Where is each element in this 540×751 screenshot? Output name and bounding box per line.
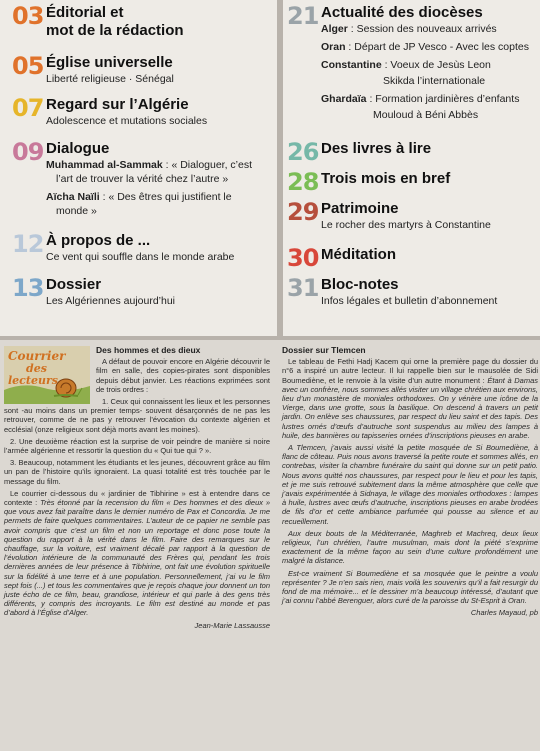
letter-paragraph-1: Le tableau de Fethi Hadj Kacem qui orne la première page du dossier du n°6 a inspiré un autre lecteur. Il lui rappelle bien sur le mausolée de Sidi Boumediène, et le renvoie à la visite d’un autre monument : Étant à Damas avec un confrère, nous sommes allés visiter un village chrétien aux environs, lieu d’un monastère de moniales orthodoxes. On y vénère une icône de la Vierge, dans une grotte, sous la basilique. On descend à travers un petit jardin. On enlève ses chaussures, par respect du lieu saint et des tapis. Des lustres ornés d’œufs d’autruche sont suspendus au milieu des lampes à huile, des bannières ou tapisseries ornées d’inscriptions pieuses en arabe. [282,357,538,440]
toc-entry-livres[interactable] [287,140,536,170]
toc-entry-editorial[interactable] [12,4,271,54]
toc-entry-title: Dossier [46,276,102,293]
page-number: 07 [12,94,44,122]
toc-entry-dialogue[interactable] [12,140,271,232]
page-number: 21 [287,2,319,30]
toc-entry-subtitle: Liberté religieuse · Sénégal [46,73,174,85]
toc-entry-subtitle: Ce vent qui souffle dans le monde arabe [46,251,235,263]
page-number: 28 [287,168,319,196]
toc-entry-title: Église universelle [46,54,173,71]
letter-context: Le courrier ci-dessous du « jardinier de Tibhirine » est à entendre dans ce contexte : Très étonné par la recension du film « Des hommes et des dieux » que vous avez fait paraître dans le dernier numéro de Pax et Concordia. Je me permets de faire quelques commentaires. L’auteur de ce papier ne semble pas avoir compris que c’est un film et non un reportage et donc pose toute la question du rapport à la vérité dans le film. Faire des remarques sur le chauffage, sur la voiture, est vraiment décalé par rapport à la question de l’évolution intérieure de la communauté des Frères qui, pendant les trois dernières années de leur présence à Tibhirine, ont fait une évolution spirituelle sur la fidélité à une terre et à une population. Personnellement, j’ai vu le film sept fois (...) et tous les commentaires que je reçois chaque jour donnent un ton juste écho de ce film, beau, grandiose, intérieur et qui parle à des gens très différents, y compris des incroyants. Le film est destiné au monde et pas d’abord à l’Église d’Alger. [4,488,271,618]
letter-point-1: 1. Ceux qui connaissent les lieux et les personnes sont -au moins dans un premier temps- souvent désarçonnés de ne pas les retrouver, comme de ne pas y retrouver l’évocation du contexte algérien et ecclésial (onze religieux sont déjà morts avant les moines). [4,397,270,434]
toc-right-column [283,0,540,336]
toc-entry-title: Éditorial et [46,4,124,21]
letter-heading: Dossier sur Tlemcen [282,345,366,355]
page-number: 26 [287,138,319,166]
letter-paragraph-3: Aux deux bouts de la Méditerranée, Maghreb et Machreq, deux lieux religieux, l’un chrétien, l’autre musulman, mais dont la piété s’exprime exactement de la même façon au sein d’une culture profondément une malgré la distance. [282,528,538,566]
letter-heading: Des hommes et des dieux [96,345,201,355]
page-number: 09 [12,138,44,166]
letter-point-2: 2. Une deuxième réaction est la surprise de voir peindre de manière si noire l’armée algérienne et ressortir la question du « Qui tue qui ? ». [4,436,270,456]
letter-dossier-tlemcen [282,346,538,618]
toc-entry-meditation[interactable] [287,246,536,276]
svg-text:des: des [26,362,47,375]
toc-entry-a-propos[interactable] [12,232,271,276]
diocese-oran: Oran : Départ de JP Vesco - Avec les coptes [321,41,529,53]
page-number: 30 [287,244,319,272]
svg-text:lecteurs: lecteurs [8,374,58,387]
letter-signature: Jean-Marie Lassausse [194,620,270,630]
letter-paragraph-4: Est-ce vraiment Si Boumediène et sa mosquée que le peintre a voulu représenter ? Je n’en sais rien, mais voilà les souvenirs qu’il a fait resurgir du fond de ma mémoire... et le dessiner m’a beaucoup intéressé, d’autant que j’ai connu l’abbé Berenguer, alors curé de la paroisse du St-Esprit à Oran. [282,568,538,606]
dialogue-line-2b: monde » [56,205,97,217]
toc-entry-title: Bloc-notes [321,276,399,293]
svg-text:Courrier: Courrier [8,349,66,363]
letter-point-3: 3. Beaucoup, notamment les étudiants et les jeunes, découvrent grâce au film un pan de l’histoire qu’ils ignoraient. La quasi totalité est très touchée par le message du film. [4,458,270,486]
courrier-des-lecteurs-section [0,340,540,751]
toc-entry-trois-mois[interactable] [287,170,536,200]
page-number: 12 [12,230,44,258]
diocese-ghardaia: Ghardaïa : Formation jardinières d’enfants [321,93,520,105]
page-number: 05 [12,52,44,80]
snail-logo-icon [4,346,90,404]
letter-des-hommes-et-des-dieux [4,346,270,630]
dialogue-line-1: Muhammad al-Sammak : « Dialoguer, c’est [46,159,253,171]
diocese-constantine: Constantine : Voeux de Jesùs Leon [321,59,491,71]
toc-entry-title: À propos de ... [46,232,151,249]
letter-signature: Charles Mayaud, pb [470,608,538,618]
toc-entry-subtitle: Adolescence et mutations sociales [46,115,208,127]
toc-entry-dioceses[interactable] [287,4,536,140]
toc-entry-subtitle: Infos légales et bulletin d’abonnement [321,295,498,307]
diocese-alger: Alger : Session des nouveaux arrivés [321,23,497,35]
toc-entry-subtitle: Le rocher des martyrs à Constantine [321,219,491,231]
toc-left-column [0,0,277,336]
letter-intro: A défaut de pouvoir encore en Algérie découvrir le film en salle, des copies-pirates sont disponibles depuis début janvier. Les réactions exprimées sont de trois ordres : [96,357,270,394]
letter-paragraph-2: A Tlemcen, j’avais aussi visité la petite mosquée de Si Boumediène, à flanc de côteau. Puis nous avons traversé la petite route et sommes allés, en contrebas, visiter la chambre funéraire du saint qui donne sur un petit patio. Nous avons quitté nos chaussures, par respect pour le lieu et pour les tapis, et je me suis retrouvé subitement dans la même atmosphère que celle que j’avais expérimentée à Sidnaya, le village des moniales orthodoxes : lampes à huile, lustres avec œufs d’autruche, inscriptions pieuses en arabe brodées de fils d’or et cette ambiance parfumée qui pousse au silence et au recueillement. [282,443,538,526]
diocese-ghardaia-2: Mouloud à Béni Abbès [373,109,479,121]
page-number: 03 [12,2,44,30]
toc-entry-dossier[interactable] [12,276,271,316]
toc-entry-title: Dialogue [46,140,110,157]
toc-entry-title: Patrimoine [321,200,399,217]
toc-entry-title: Actualité des diocèses [321,4,483,21]
toc-entry-subtitle: Les Algériennes aujourd’hui [46,295,176,307]
page-number: 29 [287,198,319,226]
toc-entry-bloc-notes[interactable] [287,276,536,316]
toc-entry-eglise[interactable] [12,54,271,96]
dialogue-line-2: Aïcha Naïli : « Des êtres qui justifient le [46,191,232,203]
toc-entry-title: Trois mois en bref [321,170,451,187]
courrier-des-lecteurs-logo [4,346,90,404]
toc-entry-title: Des livres à lire [321,140,432,157]
dialogue-line-1b: l’art de trouver la vérité chez l’autre » [56,173,229,185]
page-number: 13 [12,274,44,302]
diocese-constantine-2: Skikda l’internationale [383,75,486,87]
toc-entry-patrimoine[interactable] [287,200,536,246]
toc-entry-title: Regard sur l’Algérie [46,96,189,113]
toc-entry-title: Méditation [321,246,396,263]
toc-entry-regard[interactable] [12,96,271,140]
toc-entry-title-line2: mot de la rédaction [46,22,184,39]
page-number: 31 [287,274,319,302]
